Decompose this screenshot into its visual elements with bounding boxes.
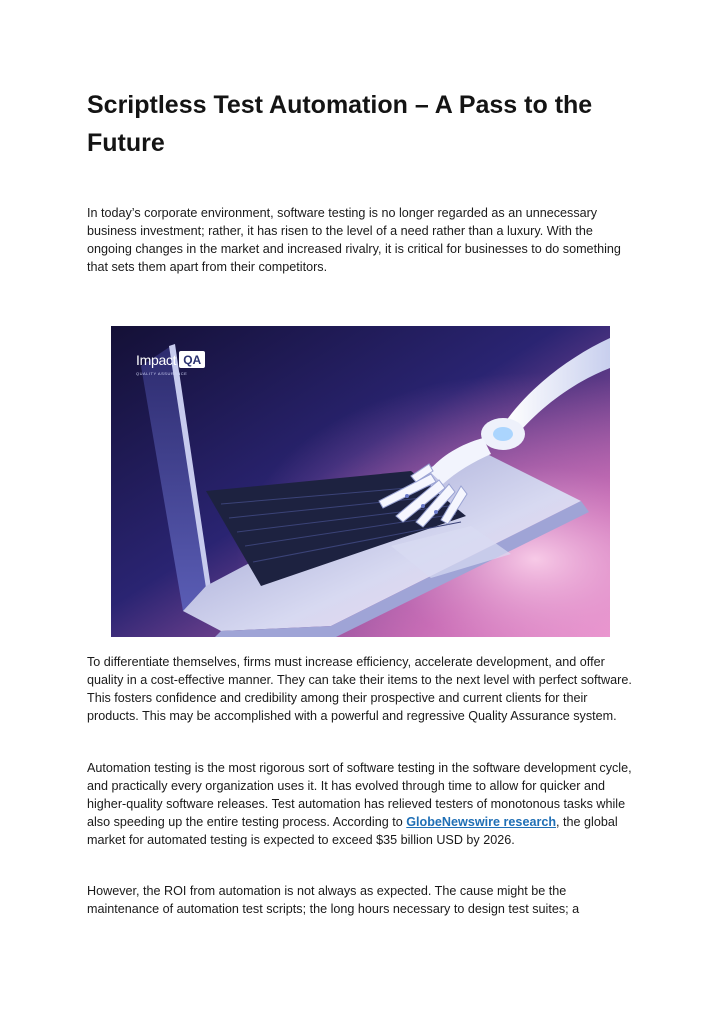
intro-paragraph: In today’s corporate environment, software testing is no longer regarded as an unnecessary business investment; rather, it has risen to the level of a need rather than a luxury. With the ongoing changes in the market and increased rivalry, it is critical for businesses to do something that sets them apart from their competitors. bbox=[87, 206, 621, 274]
logo-word: Impact bbox=[136, 351, 177, 368]
article-title: Scriptless Test Automation – A Pass to the Future bbox=[87, 91, 593, 157]
globenewswire-research-link[interactable]: GlobeNewswire research bbox=[406, 815, 557, 829]
impactqa-logo bbox=[136, 351, 205, 368]
logo-tagline: QUALITY ASSURANCE bbox=[136, 371, 188, 376]
automation-text-start: Automation testing is the most rigorous sort of software testing in the software development cycle, and practically every organization uses it. It has evolved through time to allow for quicker and higher-quality software releases. Test automation has relieved testers of monotonous tasks while also speeding up the entire testing process. According to bbox=[87, 761, 632, 829]
automation-paragraph bbox=[87, 759, 635, 849]
automation-text-end: , the global market for automated testing is expected to exceed $35 billion USD by 2026. bbox=[87, 815, 618, 847]
robot-laptop-image bbox=[111, 326, 610, 637]
roi-paragraph: However, the ROI from automation is not always as expected. The cause might be the maintenance of automation test scripts; the long hours necessary to design test suites; a bbox=[87, 884, 580, 916]
logo-badge: QA bbox=[179, 351, 205, 368]
differentiation-paragraph: To differentiate themselves, firms must increase efficiency, accelerate development, and offer quality in a cost-effective manner. They can take their items to the next level with perfect software. This fosters confidence and credibility among their prospective and current clients for their products. This may be accomplished with a powerful and regressive Quality Assurance system. bbox=[87, 655, 632, 723]
